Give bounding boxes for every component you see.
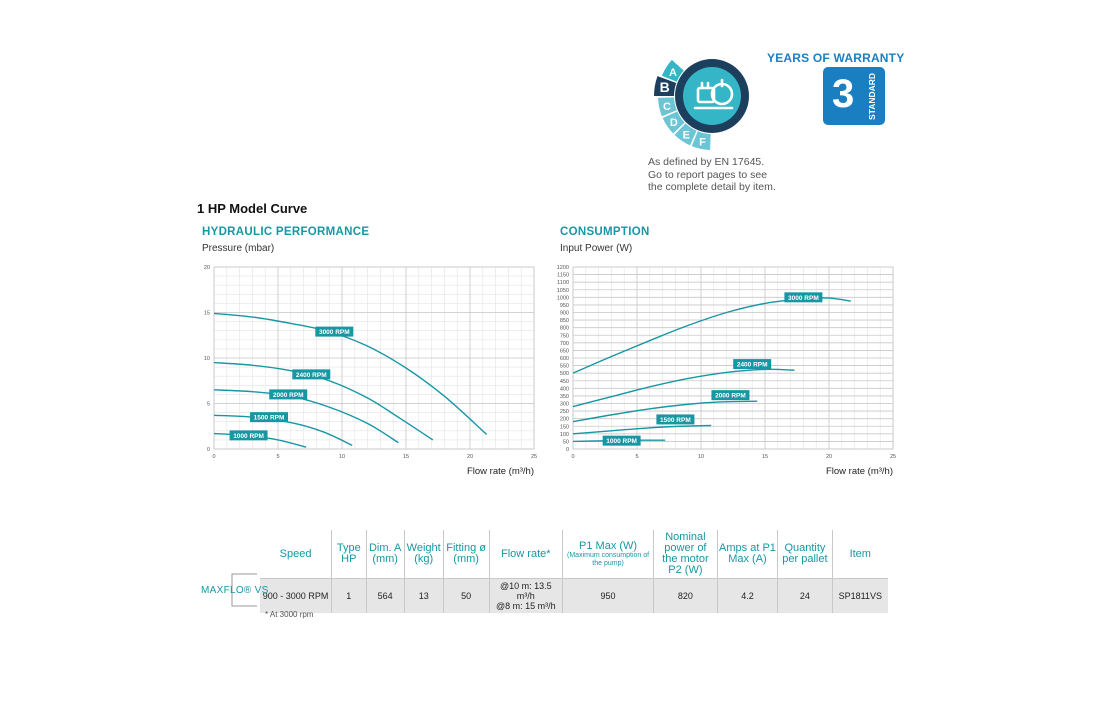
y-tick-label: 1050: [556, 287, 569, 294]
x-tick-label: 5: [276, 454, 280, 460]
col-header-type-hp: Type HP: [332, 530, 366, 579]
y-tick-label: 950: [559, 302, 569, 309]
col-header-flow-rate: Flow rate*: [489, 530, 562, 579]
y-tick-label: 350: [559, 393, 569, 400]
consumption-chart-title: CONSUMPTION: [560, 226, 650, 238]
col-header-p1-max-sub: (Maximum consumption of the pump): [567, 552, 650, 567]
series-label: 1500 RPM: [253, 414, 285, 422]
y-tick-label: 15: [203, 310, 210, 317]
energy-class-label: F: [699, 136, 706, 149]
series-label: 2000 RPM: [715, 392, 746, 400]
cell-flow-line: @10 m: 13.5 m³/h: [499, 581, 552, 601]
consumption-chart-ylabel: Input Power (W): [560, 243, 633, 254]
y-tick-label: 0: [206, 447, 210, 453]
col-header-p2: Nominal power of the motor P2 (W): [654, 530, 717, 579]
series-label: 3000 RPM: [788, 294, 819, 302]
series-label: 3000 RPM: [318, 329, 350, 337]
y-tick-label: 800: [559, 325, 569, 332]
y-tick-label: 1000: [556, 295, 569, 302]
y-tick-label: 100: [559, 431, 569, 438]
cell-dim-a: 564: [366, 579, 404, 614]
model-curve-title: 1 HP Model Curve: [197, 201, 308, 216]
x-tick-label: 10: [697, 454, 705, 460]
y-tick-label: 1200: [556, 265, 569, 271]
y-tick-label: 650: [559, 348, 569, 355]
consumption-chart: [545, 258, 900, 480]
y-tick-label: 500: [559, 371, 569, 378]
table-footnote: * At 3000 rpm: [265, 610, 314, 619]
x-tick-label: 15: [402, 454, 410, 460]
energy-class-label: A: [669, 67, 677, 80]
cell-flow-line: @8 m: 15 m³/h: [495, 601, 556, 611]
y-tick-label: 750: [559, 333, 569, 340]
col-header-item: Item: [832, 530, 888, 579]
x-tick-label: 20: [825, 454, 833, 460]
y-tick-label: 50: [562, 439, 569, 446]
hydraulic-chart-ylabel: Pressure (mbar): [202, 243, 275, 254]
y-tick-label: 400: [559, 386, 569, 393]
y-tick-label: 200: [559, 416, 569, 423]
energy-note: [648, 156, 808, 194]
y-tick-label: 250: [559, 409, 569, 416]
series-label: 2400 RPM: [736, 361, 768, 369]
x-tick-label: 25: [530, 454, 538, 460]
col-header-weight: Weight (kg): [404, 530, 443, 579]
x-axis-label: Flow rate (m³/h): [825, 466, 893, 477]
series-label: 1000 RPM: [233, 432, 264, 440]
series-label: 2000 RPM: [272, 391, 304, 399]
series-line: [573, 425, 711, 433]
y-tick-label: 700: [559, 340, 569, 347]
x-tick-label: 20: [466, 454, 474, 460]
warranty-standard-text: STANDARD: [867, 72, 877, 120]
series-label: 2400 RPM: [295, 371, 327, 379]
cell-type-hp: 1: [332, 579, 366, 614]
col-header-quantity: Quantity per pallet: [778, 530, 832, 579]
energy-class-label: D: [669, 117, 678, 130]
cell-amps: 4.2: [717, 579, 778, 614]
y-tick-label: 600: [559, 356, 569, 362]
y-tick-label: 450: [559, 378, 569, 385]
col-header-p1-max: P1 Max (W) (Maximum consumption of the pump): [562, 530, 653, 579]
cell-weight: 13: [404, 579, 443, 614]
warranty-standard-label: [861, 72, 881, 122]
y-tick-label: 300: [559, 401, 569, 408]
energy-note-line: Go to report pages to see: [648, 168, 768, 181]
spec-table: [260, 530, 888, 613]
energy-efficiency-badge: [640, 20, 760, 150]
x-tick-label: 25: [889, 454, 897, 460]
y-tick-label: 150: [559, 424, 569, 431]
table-row: [260, 579, 888, 614]
y-tick-label: 5: [206, 401, 210, 408]
y-tick-label: 1100: [557, 280, 569, 287]
series-label: 1500 RPM: [660, 416, 691, 424]
cell-flow-rate: [489, 579, 562, 614]
x-tick-label: 0: [212, 454, 216, 460]
series-line: [573, 369, 794, 406]
col-header-fitting: Fitting ø (mm): [443, 530, 489, 579]
y-tick-label: 550: [559, 363, 569, 370]
cell-speed: 900 - 3000 RPM: [260, 579, 332, 614]
y-tick-label: 0: [565, 447, 569, 453]
y-tick-label: 10: [203, 356, 210, 362]
energy-class-label: C: [663, 101, 671, 114]
col-header-amps: Amps at P1 Max (A): [717, 530, 778, 579]
energy-note-line: As defined by EN 17645.: [648, 156, 765, 168]
warranty-title: YEARS OF WARRANTY: [767, 51, 905, 65]
energy-note-line: the complete detail by item.: [648, 181, 776, 193]
series-label: 1000 RPM: [606, 438, 637, 446]
y-tick-label: 850: [559, 318, 569, 325]
y-tick-label: 900: [559, 310, 569, 317]
hydraulic-chart-title: HYDRAULIC PERFORMANCE: [202, 226, 370, 238]
cell-quantity: 24: [778, 579, 832, 614]
col-header-speed: Speed: [260, 530, 332, 579]
cell-item: SP1811VS: [832, 579, 888, 614]
warranty-years: 3: [832, 72, 855, 116]
x-tick-label: 10: [338, 454, 346, 460]
energy-class-label: B: [659, 79, 670, 96]
cell-p2: 820: [654, 579, 717, 614]
grid: [573, 267, 893, 449]
hydraulic-performance-chart: [195, 258, 545, 480]
x-tick-label: 15: [761, 454, 769, 460]
y-tick-label: 20: [203, 265, 210, 271]
row-label-product: MAXFLO® VS: [201, 585, 269, 596]
energy-class-label: E: [682, 129, 690, 142]
x-axis-label: Flow rate (m³/h): [466, 466, 534, 477]
cell-p1-max: 950: [562, 579, 653, 614]
table-header-row: [260, 530, 888, 579]
x-tick-label: 5: [635, 454, 639, 460]
cell-fitting: 50: [443, 579, 489, 614]
col-header-dim-a: Dim. A (mm): [366, 530, 404, 579]
x-tick-label: 0: [571, 454, 575, 460]
y-tick-label: 1150: [557, 272, 569, 279]
